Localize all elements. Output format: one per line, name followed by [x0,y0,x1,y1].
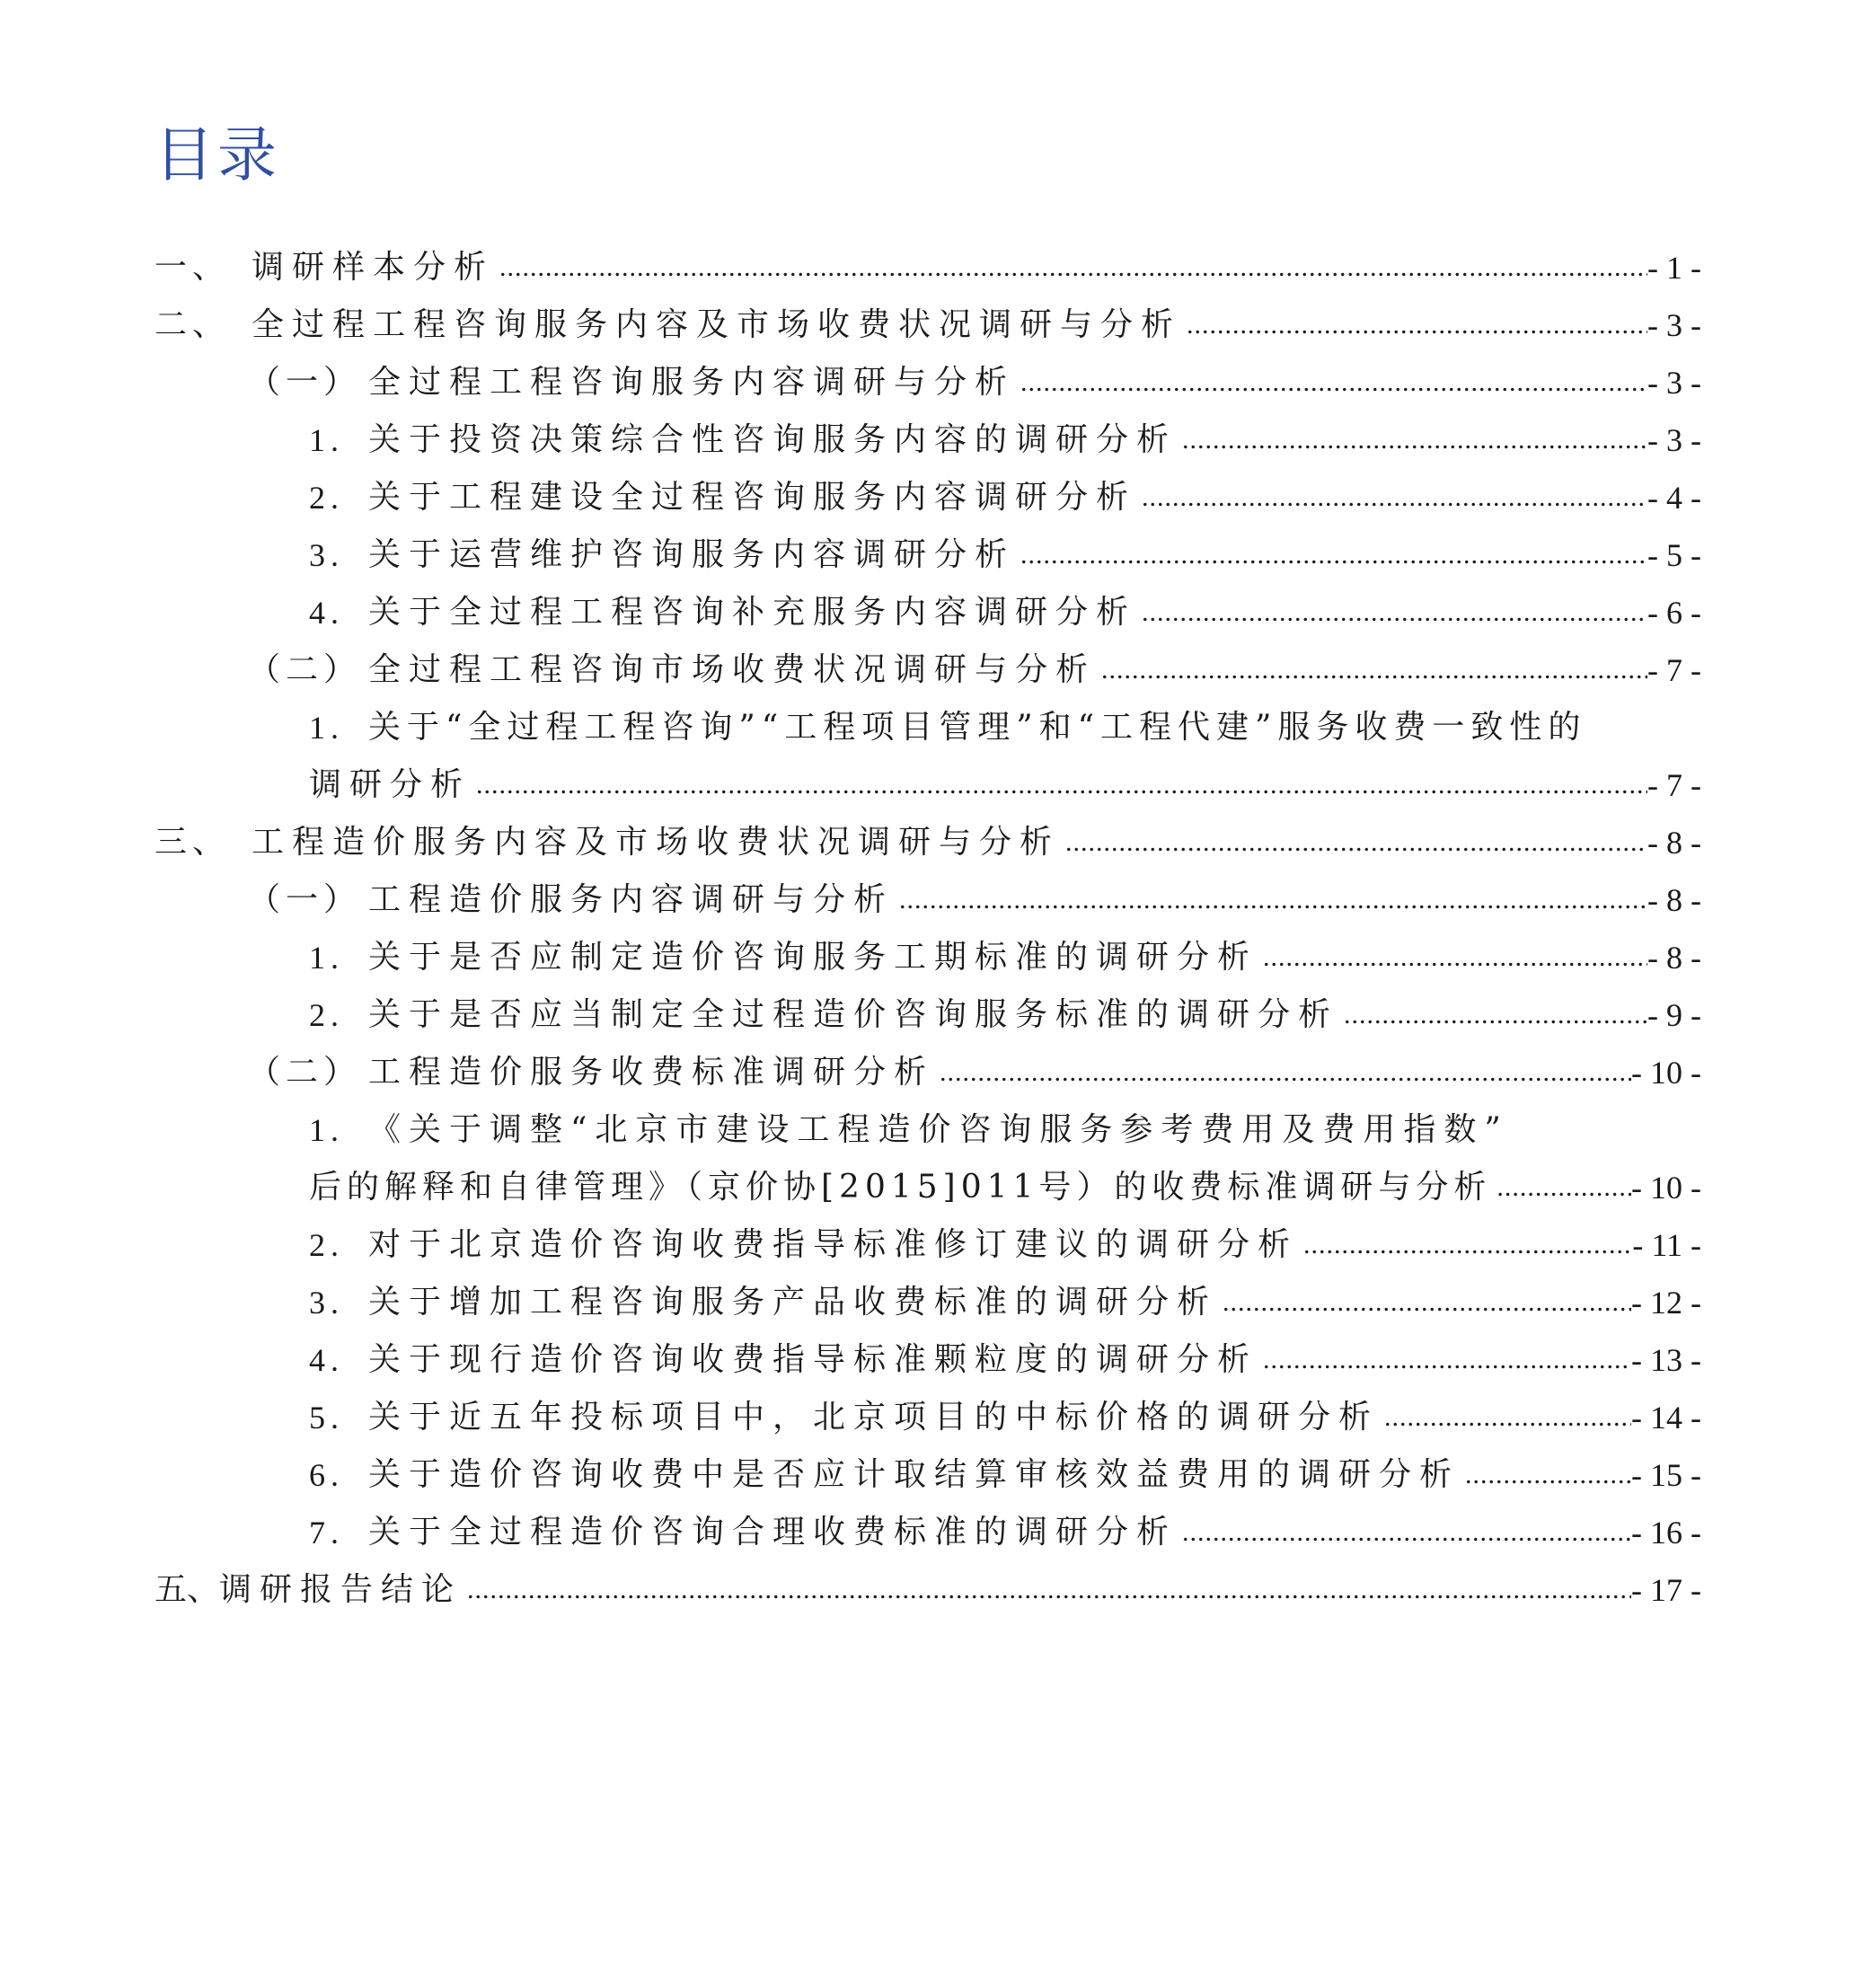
toc-entry-number: 4. [309,1342,344,1378]
toc-entry-1[interactable] [154,230,1701,284]
dot-leader [1338,1002,1647,1029]
toc-entry-title: 调研样本分析 [252,249,495,286]
toc-entry-3-2-7[interactable] [154,1495,1701,1549]
toc-entry-3[interactable] [154,805,1701,859]
toc-entry-title: 关于投资决策综合性咨询服务内容的调研分析 [368,421,1178,458]
toc-title: 目录 [154,120,280,190]
toc-entry-title: 关于近五年投标项目中，北京项目的中标价格的调研分析 [368,1399,1380,1436]
toc-entry-number: 三、 [154,824,231,861]
toc-entry-title: 工程造价服务内容及市场收费状况调研与分析 [252,824,1061,861]
toc-entry-page: - 6 - [1647,595,1701,631]
toc-entry-number: 6. [309,1457,344,1493]
toc-entry-title: 全过程工程咨询市场收费状况调研与分析 [368,651,1097,688]
toc-entry-page: - 17 - [1631,1572,1701,1608]
toc-entry-number: 一、 [154,249,231,286]
toc-entry-title-cont: 后的解释和自律管理》（京价协[2015]011号）的收费标准调研与分析 [309,1169,1492,1206]
toc-entry-number: （一） [248,364,362,401]
toc-entry-number: 1. [309,422,344,458]
toc-entry-title: 关于运营维护咨询服务内容调研分析 [368,536,1016,573]
toc-entry-page: - 7 - [1647,767,1701,803]
dot-leader [1258,944,1647,971]
toc-entry-number: 1. [309,710,344,746]
toc-entry-page: - 14 - [1631,1400,1701,1436]
toc-entry-2-1-3[interactable] [154,517,1701,571]
toc-entry-page: - 15 - [1631,1457,1701,1493]
toc-entry-2-1-2[interactable] [154,460,1701,514]
toc-entry-3-2-1[interactable] [154,1092,1701,1146]
dot-leader [1181,312,1647,339]
toc-entry-3-2-5[interactable] [154,1380,1701,1434]
dot-leader [1177,427,1647,454]
toc-entry-2-1[interactable] [154,345,1701,399]
toc-entry-title: 对于北京造价咨询收费指导标准修订建议的调研分析 [368,1226,1299,1263]
toc-entry-title: 《关于调整“北京市建设工程造价咨询服务参考费用及费用指数” [368,1111,1509,1148]
toc-entry-title: 关于增加工程咨询服务产品收费标准的调研分析 [368,1284,1218,1321]
toc-entry-title: 关于现行造价咨询收费指导标准颗粒度的调研分析 [368,1341,1258,1378]
toc-entry-page: - 1 - [1647,250,1701,286]
dot-leader [1298,1232,1632,1259]
dot-leader [1136,484,1647,511]
toc-entry-title: 关于是否应当制定全过程造价咨询服务标准的调研分析 [368,996,1339,1033]
toc-entry-page: - 13 - [1631,1342,1701,1378]
toc-entry-page: - 8 - [1647,882,1701,918]
dot-leader [1379,1404,1631,1431]
dot-leader [494,254,1647,281]
toc-entry-3-2-2[interactable] [154,1207,1701,1261]
toc-entry-title: 调研报告结论 [219,1571,463,1608]
toc-entry-2-2-1-cont[interactable] [154,747,1701,801]
dot-leader [1460,1462,1631,1489]
toc-entry-title: 关于是否应制定造价咨询服务工期标准的调研分析 [368,939,1258,976]
toc-entry-number: 2. [309,1227,344,1263]
toc-entry-3-2-3[interactable] [154,1265,1701,1319]
toc-entry-page: - 8 - [1647,825,1701,861]
toc-entry-title: 关于“全过程工程咨询”“工程项目管理”和“工程代建”服务收费一致性的 [368,709,1587,746]
toc-entry-3-1[interactable] [154,862,1701,916]
dot-leader [1015,542,1647,569]
toc-entry-2[interactable] [154,287,1701,341]
toc-entry-3-2-6[interactable] [154,1437,1701,1491]
dot-leader [1136,599,1647,626]
toc-entry-number: （二） [248,1054,362,1091]
toc-entry-page: - 12 - [1631,1285,1701,1321]
toc-entry-title-cont: 调研分析 [309,766,472,803]
toc-entry-3-2-1-cont[interactable] [154,1150,1701,1204]
toc-entry-number: 7. [309,1515,344,1551]
toc-entry-page: - 11 - [1632,1227,1701,1263]
dot-leader [1217,1289,1631,1316]
dot-leader [934,1059,1631,1086]
toc-entry-page: - 9 - [1647,997,1701,1033]
dot-leader [1060,829,1647,856]
toc-entry-title: 全过程工程咨询服务内容调研与分析 [368,364,1016,401]
toc-entry-title: 全过程工程咨询服务内容及市场收费状况调研与分析 [252,306,1182,343]
toc-entry-page: - 3 - [1647,365,1701,401]
toc-entry-page: - 3 - [1647,422,1701,458]
toc-entry-2-1-4[interactable] [154,575,1701,629]
dot-leader [1258,1347,1631,1374]
dot-leader [1177,1519,1631,1546]
toc-entry-3-1-1[interactable] [154,920,1701,974]
toc-entry-3-2-4[interactable] [154,1322,1701,1376]
toc-entry-2-1-1[interactable] [154,402,1701,456]
toc-entry-page: - 7 - [1647,652,1701,688]
toc-entry-title: 工程造价服务收费标准调研分析 [368,1054,935,1091]
dot-leader [462,1577,1631,1604]
toc-entry-number: 5. [309,1400,344,1436]
toc-entry-page: - 10 - [1631,1055,1701,1091]
dot-leader [1015,369,1647,396]
toc-entry-title: 关于造价咨询收费中是否应计取结算审核效益费用的调研分析 [368,1456,1461,1493]
toc-entry-number: 3. [309,537,344,573]
toc-entry-number: 1. [309,940,344,976]
toc-entry-page: - 16 - [1631,1515,1701,1551]
toc-entry-title: 关于全过程造价咨询合理收费标准的调研分析 [368,1514,1178,1551]
toc-entry-page: - 10 - [1631,1170,1701,1206]
toc-entry-page: - 5 - [1647,537,1701,573]
toc-entry-number: 1. [309,1112,344,1148]
toc-entry-page: - 4 - [1647,480,1701,516]
dot-leader [894,887,1647,914]
dot-leader [1491,1174,1631,1201]
toc-entry-number: 4. [309,595,344,631]
toc-entry-number: 二、 [154,306,231,343]
toc-entry-title: 关于工程建设全过程咨询服务内容调研分析 [368,479,1137,516]
toc-entry-number: 3. [309,1285,344,1321]
toc-entry-2-2-1[interactable] [154,690,1701,744]
toc-entry-number: （二） [248,651,362,688]
toc-entry-title: 工程造价服务内容调研与分析 [368,881,895,918]
toc-entry-3-1-2[interactable] [154,977,1701,1031]
dot-leader [1096,657,1647,684]
toc-entry-number: （一） [248,881,362,918]
toc-entry-title: 关于全过程工程咨询补充服务内容调研分析 [368,594,1137,631]
toc-entry-2-2[interactable] [154,632,1701,686]
toc-entry-page: - 8 - [1647,940,1701,976]
toc-entry-number: 五、 [154,1571,220,1608]
toc-entry-number: 2. [309,480,344,516]
toc-entry-5[interactable] [154,1552,1701,1606]
dot-leader [471,772,1647,799]
toc-entry-3-2[interactable] [154,1035,1701,1089]
toc-entry-page: - 3 - [1647,307,1701,343]
toc-entry-number: 2. [309,997,344,1033]
